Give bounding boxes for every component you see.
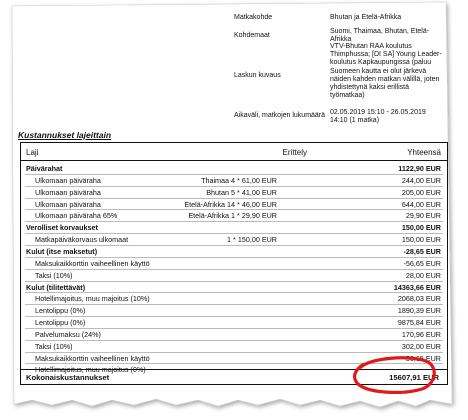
row-type: Ulkomaan päiväraha	[35, 199, 101, 209]
highlight-stroke	[355, 358, 435, 393]
table-row	[21, 198, 447, 210]
row-type: Hotellimajoitus, muu majoitus (10%)	[35, 294, 150, 304]
row-total: 28,00 EUR	[405, 270, 441, 280]
grand-total-value: 15607,91 EUR	[389, 373, 439, 382]
row-detail: 1 * 150,00 EUR	[227, 235, 277, 245]
row-divider	[25, 328, 443, 329]
row-divider	[25, 209, 443, 210]
row-type: Hotellimajoitus, muu majoitus (0%)	[35, 365, 146, 375]
row-divider	[25, 352, 443, 353]
row-type: Kulut (tilitettävät)	[26, 282, 86, 292]
row-divider	[25, 304, 443, 305]
row-detail: Etelä-Afrikka 1 * 29,90 EUR	[188, 211, 277, 221]
row-total: -28,65 EUR	[403, 246, 441, 256]
row-detail: Etelä-Afrikka 14 * 46,00 EUR	[184, 199, 277, 209]
row-total: 302,00 EUR	[401, 341, 441, 351]
trip-label-destination: Matkakohde	[234, 14, 273, 21]
header-type: Laji	[26, 148, 39, 157]
table-row	[21, 209, 447, 221]
table-row	[21, 257, 447, 269]
row-detail: Thaimaa 4 * 61,00 EUR	[201, 175, 277, 185]
table-row	[21, 186, 447, 198]
row-type: Maksukaikkorttin vaiheellinen käyttö	[35, 353, 150, 363]
row-type: Matkapäiväkorvaus ulkomaat	[35, 235, 129, 245]
row-type: Taksi (10%)	[35, 270, 73, 280]
row-divider	[25, 292, 443, 293]
row-type: Lentolippu (0%)	[35, 306, 86, 316]
row-total: 150,00 EUR	[401, 235, 441, 245]
trip-value-countries: Suomi, Thaimaa, Bhutan, Etelä-Afrikka	[330, 28, 430, 44]
row-total: 244,00 EUR	[401, 175, 441, 185]
row-divider	[25, 257, 443, 258]
table-row	[21, 269, 447, 281]
row-divider	[25, 316, 443, 317]
row-total: 14363,66 EUR	[393, 282, 441, 292]
row-total: 150,00 EUR	[401, 223, 441, 233]
header-total: Yhteensä	[407, 148, 441, 157]
table-row	[21, 316, 447, 328]
row-type: Palvelumaksu (24%)	[35, 329, 101, 339]
category-row	[21, 162, 447, 174]
table-row	[21, 340, 447, 352]
category-row	[21, 221, 447, 233]
table-row	[21, 174, 447, 186]
document-page	[12, 0, 452, 404]
table-row	[21, 292, 447, 304]
grand-total-label: Kokonaiskustannukset	[26, 373, 110, 382]
row-type: Verolliset korvaukset	[26, 223, 98, 233]
row-total: 1122,90 EUR	[398, 164, 441, 173]
category-row	[21, 245, 447, 257]
trip-value-period: 02.05.2019 15:10 - 26.05.2019 14:10 (1 matka)	[330, 109, 426, 125]
row-type: Kulut (itse maksetut)	[26, 246, 98, 256]
row-total: 170,96 EUR	[401, 329, 441, 339]
row-divider	[25, 340, 443, 341]
row-total: 9875,84 EUR	[397, 318, 441, 328]
trip-value-destination: Bhutan ja Etelä-Afrikka	[330, 14, 402, 21]
row-total: 56,65 EUR	[405, 353, 441, 363]
table-row	[21, 328, 447, 340]
row-divider	[25, 233, 443, 234]
row-total: 205,00 EUR	[401, 187, 441, 197]
trip-label-period: Aikaväli, matkojen lukumäärä	[234, 112, 326, 119]
row-total: -56,65 EUR	[403, 258, 441, 268]
row-detail: Bhutan 5 * 41,00 EUR	[206, 187, 277, 197]
cost-table	[20, 142, 448, 385]
row-total: 29,90 EUR	[405, 211, 441, 221]
trip-label-description: Laskun kuvaus	[234, 72, 281, 79]
row-type: Taksi (10%)	[35, 341, 73, 351]
table-row	[21, 304, 447, 316]
row-type: Päivärahat	[26, 164, 63, 173]
table-row	[21, 233, 447, 245]
row-divider	[25, 221, 443, 222]
highlight-circle	[352, 354, 436, 394]
row-type: Ulkomaan päiväraha 65%	[35, 211, 118, 221]
table-header	[21, 143, 447, 161]
row-total: 644,00 EUR	[401, 199, 441, 209]
row-type: Maksukaikkorttin vaiheellinen käyttö	[35, 258, 150, 268]
row-type: Ulkomaan päiväraha	[35, 175, 101, 185]
section-title: Kustannukset lajeittain	[18, 130, 112, 140]
row-divider	[25, 198, 443, 199]
trip-label-countries: Kohdemaat	[234, 32, 270, 39]
row-divider	[25, 281, 443, 282]
row-divider	[25, 174, 443, 175]
row-type: Ulkomaan päiväraha	[35, 187, 101, 197]
category-row	[21, 281, 447, 293]
row-total: 2068,03 EUR	[397, 294, 441, 304]
header-detail: Erittely	[282, 148, 307, 157]
row-divider	[25, 186, 443, 187]
row-divider	[25, 245, 443, 246]
row-total: 1890,39 EUR	[397, 306, 441, 316]
row-type: Lentolippu (0%)	[35, 318, 86, 328]
row-divider	[25, 269, 443, 270]
trip-value-description: VTV-Bhutan RAA koulutus Thimphussa; [DI SA] Young Leader-koulutus Kapkaupungissa (paluu Suomeen kautta ei olut järkevä näiden kahden matkan välillä, joten yhdistettynä kaksi erillistä työmatkaa)	[330, 43, 442, 100]
